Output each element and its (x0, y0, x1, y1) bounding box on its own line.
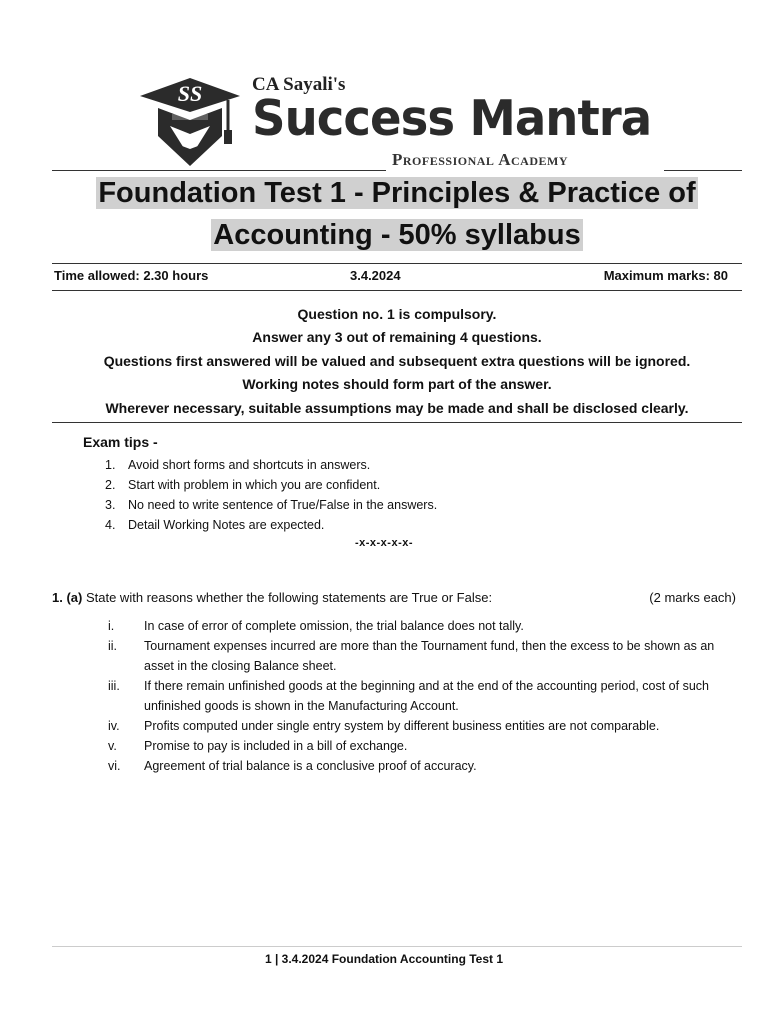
list-item-text: Avoid short forms and shortcuts in answers. (128, 458, 371, 472)
list-item-number: 3. (105, 498, 116, 512)
instructions (52, 303, 742, 420)
list-item (52, 636, 728, 676)
statement-number: ii. (108, 639, 118, 653)
statements-list (52, 616, 728, 776)
list-item (105, 455, 437, 475)
academy-logo-icon (136, 74, 244, 170)
logo-top-text: CA Sayali's (252, 74, 346, 95)
question-text: State with reasons whether the following statements are True or False: (85, 590, 493, 605)
page-footer: 1 | 3.4.2024 Foundation Accounting Test 1 (264, 952, 504, 966)
question-marks: (2 marks each) (649, 590, 736, 605)
logo-main-text: Success Mantra (252, 90, 652, 147)
list-item (105, 475, 437, 495)
exam-tips-heading: Exam tips - (83, 434, 158, 450)
statement-text: If there remain unfinished goods at the beginning and at the end of the accounting period, cost of such unfinished goods is shown in the Manufacturing Account. (144, 679, 709, 713)
svg-text:SS: SS (177, 81, 203, 106)
exam-tips-list (105, 455, 437, 535)
list-item-text: Detail Working Notes are expected. (128, 518, 325, 532)
instructions-rule (52, 422, 742, 423)
list-item (52, 616, 728, 636)
list-item (52, 736, 728, 756)
instruction-line: Working notes should form part of the answer. (242, 376, 552, 393)
header-rule-right (664, 170, 742, 171)
statement-number: iii. (108, 679, 120, 693)
footer-rule (52, 946, 742, 947)
statement-number: v. (108, 739, 117, 753)
list-item (105, 495, 437, 515)
section-divider: -x-x-x-x-x- (354, 537, 414, 549)
statement-text: Profits computed under single entry system by different business entities are not comparable. (144, 719, 660, 733)
question-label: 1. (a) (52, 590, 83, 605)
list-item (52, 676, 728, 716)
list-item (52, 716, 728, 736)
meta-rule-top (52, 263, 742, 264)
title-line-2: Accounting - 50% syllabus (213, 219, 581, 251)
statement-number: i. (108, 619, 115, 633)
instruction-line: Wherever necessary, suitable assumptions may be made and shall be disclosed clearly. (105, 399, 689, 416)
instruction-line: Answer any 3 out of remaining 4 questions. (252, 329, 542, 346)
instruction-line: Questions first answered will be valued and subsequent extra questions will be ignored. (103, 352, 691, 369)
statement-text: In case of error of complete omission, the trial balance does not tally. (144, 619, 524, 633)
list-item (52, 756, 728, 776)
test-title (52, 172, 742, 256)
test-date: 3.4.2024 (350, 268, 401, 283)
statement-text: Tournament expenses incurred are more than the Tournament fund, then the excess to be shown as an asset in the closing Balance sheet. (144, 639, 715, 673)
statement-number: iv. (108, 719, 120, 733)
header-rule-left (52, 170, 386, 171)
list-item-text: Start with problem in which you are confident. (128, 478, 381, 492)
time-allowed: Time allowed: 2.30 hours (54, 268, 209, 283)
maximum-marks: Maximum marks: 80 (603, 268, 728, 283)
statement-text: Agreement of trial balance is a conclusive proof of accuracy. (144, 759, 477, 773)
statement-text: Promise to pay is included in a bill of exchange. (144, 739, 408, 753)
title-line-1: Foundation Test 1 - Principles & Practice of (98, 177, 696, 209)
list-item (105, 515, 437, 535)
meta-rule-bottom (52, 290, 742, 291)
question-1-header (52, 590, 736, 605)
list-item-number: 4. (105, 518, 116, 532)
logo-sub-text: Professional Academy (392, 150, 568, 169)
list-item-number: 2. (105, 478, 116, 492)
statement-number: vi. (108, 759, 121, 773)
list-item-number: 1. (105, 458, 116, 472)
instruction-line: Question no. 1 is compulsory. (297, 306, 497, 322)
list-item-text: No need to write sentence of True/False in the answers. (128, 498, 438, 512)
